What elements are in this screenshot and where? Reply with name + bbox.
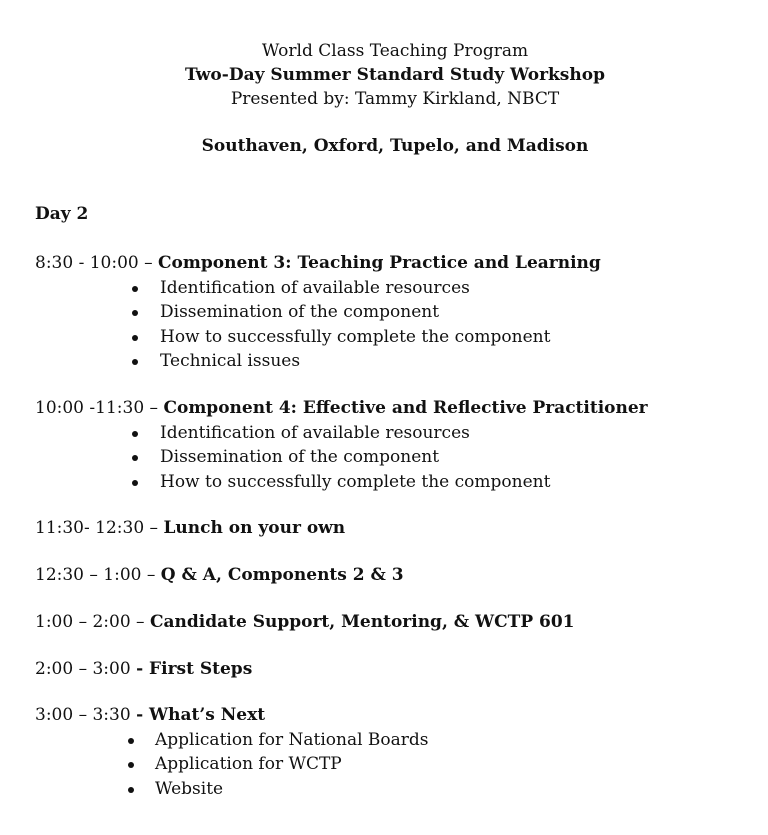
bullet-icon [132, 359, 138, 365]
list-item [35, 421, 648, 446]
bullet-icon [132, 286, 138, 292]
session-bullet-list [35, 276, 601, 374]
list-item-text: Identification of available resources [160, 277, 470, 298]
list-item [35, 349, 601, 374]
session-heading [35, 610, 575, 635]
session-lunch [35, 516, 345, 541]
bullet-icon [128, 787, 134, 793]
bullet-icon [128, 762, 134, 768]
session-title: - What’s Next [136, 705, 266, 725]
program-name: World Class Teaching Program [261, 41, 529, 61]
session-heading [35, 516, 345, 541]
session-bullet-list [35, 728, 429, 802]
list-item [35, 445, 648, 470]
session-title: Q & A, Components 2 & 3 [160, 565, 404, 585]
list-item [35, 752, 429, 777]
list-item-text: Website [155, 778, 224, 799]
list-item [35, 325, 601, 350]
list-item-text: Identification of available resources [160, 422, 470, 443]
list-item [35, 276, 601, 301]
session-component-3 [35, 251, 601, 374]
session-component-4 [35, 396, 648, 494]
session-title: Component 3: Teaching Practice and Learning [158, 253, 601, 273]
session-heading [35, 657, 252, 682]
session-time: 3:00 – 3:30 [35, 705, 137, 725]
session-heading [35, 563, 404, 588]
session-candidate-support [35, 610, 575, 635]
session-time: 1:00 – 2:00 – [35, 612, 150, 632]
list-item-text: How to successfully complete the component [160, 471, 551, 492]
list-item-text: Application for National Boards [155, 729, 429, 750]
session-time: 12:30 – 1:00 – [35, 565, 161, 585]
list-item-text: Dissemination of the component [160, 447, 440, 467]
session-first-steps [35, 657, 252, 682]
list-item-text: Technical issues [160, 351, 301, 371]
locations-line: Southaven, Oxford, Tupelo, and Madison [201, 136, 589, 156]
list-item [35, 728, 429, 753]
bullet-icon [132, 455, 138, 461]
bullet-icon [132, 310, 138, 316]
list-item [35, 300, 601, 325]
session-title: Candidate Support, Mentoring, & WCTP 601 [149, 612, 575, 632]
session-time: 2:00 – 3:00 [35, 659, 137, 679]
day-heading: Day 2 [35, 204, 89, 224]
list-item-text: Application for WCTP [155, 754, 342, 774]
session-heading [35, 251, 601, 276]
session-time: 8:30 - 10:00 – [35, 253, 159, 273]
session-title: Lunch on your own [163, 518, 346, 538]
bullet-icon [128, 738, 134, 744]
session-time: 10:00 -11:30 – [35, 398, 164, 418]
workshop-title: Two-Day Summer Standard Study Workshop [185, 65, 605, 85]
session-q-and-a [35, 563, 404, 588]
list-item [35, 470, 648, 495]
document-header [0, 39, 768, 158]
list-item-text: How to successfully complete the component [160, 326, 551, 347]
session-heading [35, 703, 429, 728]
presenter-line: Presented by: Tammy Kirkland, NBCT [230, 89, 560, 109]
session-time: 11:30- 12:30 – [35, 518, 164, 538]
bullet-icon [132, 480, 138, 486]
session-heading [35, 396, 648, 421]
list-item [35, 777, 429, 802]
session-title: Component 4: Effective and Reflective Practitioner [163, 398, 648, 418]
session-bullet-list [35, 421, 648, 495]
list-item-text: Dissemination of the component [160, 302, 440, 322]
session-title: - First Steps [136, 659, 253, 679]
bullet-icon [132, 431, 138, 437]
session-whats-next [35, 703, 429, 801]
bullet-icon [132, 335, 138, 341]
